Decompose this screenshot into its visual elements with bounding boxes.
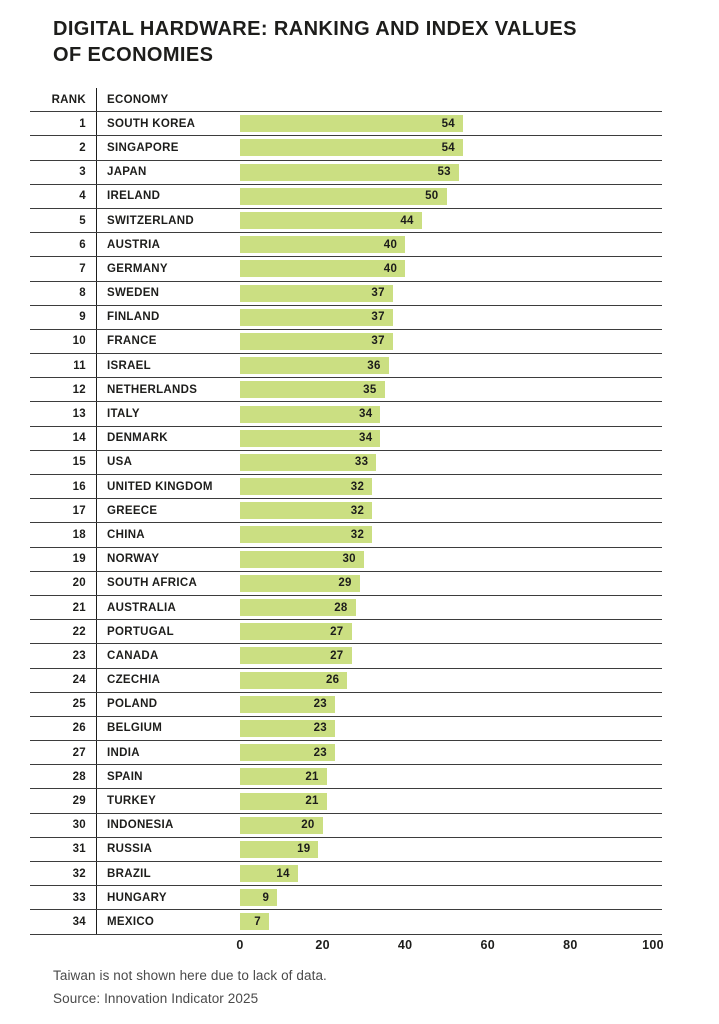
value-bar bbox=[240, 526, 372, 543]
economy-name: RUSSIA bbox=[96, 838, 240, 861]
economy-name: CZECHIA bbox=[96, 669, 240, 692]
bar-value-label: 23 bbox=[313, 722, 327, 735]
economy-name: HUNGARY bbox=[96, 886, 240, 909]
table-row bbox=[30, 233, 662, 257]
table-row bbox=[30, 717, 662, 741]
value-bar bbox=[240, 599, 356, 616]
table-row bbox=[30, 523, 662, 547]
value-bar bbox=[240, 357, 389, 374]
bar-value-label: 7 bbox=[254, 915, 261, 928]
economy-name: AUSTRIA bbox=[96, 233, 240, 256]
value-bar bbox=[240, 696, 335, 713]
bar-cell bbox=[240, 209, 653, 232]
value-bar bbox=[240, 478, 372, 495]
bar-value-label: 37 bbox=[371, 335, 385, 348]
value-bar bbox=[240, 793, 327, 810]
rank-value: 19 bbox=[72, 553, 86, 566]
table-row bbox=[30, 886, 662, 910]
economy-name: FINLAND bbox=[96, 306, 240, 329]
bar-value-label: 20 bbox=[301, 819, 315, 832]
rank-value: 11 bbox=[73, 359, 86, 372]
economy-name: FRANCE bbox=[96, 330, 240, 353]
value-bar bbox=[240, 647, 352, 664]
economy-name: NETHERLANDS bbox=[96, 378, 240, 401]
table-row bbox=[30, 354, 662, 378]
economy-name: ISRAEL bbox=[96, 354, 240, 377]
rank-value: 32 bbox=[72, 867, 86, 880]
bar-cell bbox=[240, 282, 653, 305]
table-row bbox=[30, 257, 662, 281]
rank-value: 14 bbox=[72, 432, 86, 445]
bar-value-label: 14 bbox=[276, 867, 290, 880]
bar-value-label: 34 bbox=[359, 408, 373, 421]
value-bar bbox=[240, 865, 298, 882]
economy-name: SINGAPORE bbox=[96, 136, 240, 159]
economy-name: CHINA bbox=[96, 523, 240, 546]
bar-value-label: 19 bbox=[297, 843, 311, 856]
value-bar bbox=[240, 236, 405, 253]
economy-name: CANADA bbox=[96, 644, 240, 667]
bar-value-label: 35 bbox=[363, 383, 377, 396]
economy-name: USA bbox=[96, 451, 240, 474]
bar-cell bbox=[240, 475, 653, 498]
bar-value-label: 32 bbox=[350, 528, 365, 541]
chart-title bbox=[53, 16, 577, 68]
economy-name: BELGIUM bbox=[96, 717, 240, 740]
table-row bbox=[30, 838, 662, 862]
footnote-source: Source: Innovation Indicator 2025 bbox=[53, 991, 259, 1006]
table-body bbox=[30, 112, 662, 934]
x-axis bbox=[236, 935, 664, 957]
table-row bbox=[30, 475, 662, 499]
bar-cell bbox=[240, 814, 653, 837]
value-bar bbox=[240, 575, 360, 592]
table-row bbox=[30, 282, 662, 306]
table-row bbox=[30, 572, 662, 596]
economy-name: IRELAND bbox=[96, 185, 240, 208]
bar-value-label: 9 bbox=[262, 891, 270, 904]
rank-value: 10 bbox=[72, 335, 86, 348]
bar-cell bbox=[240, 233, 653, 256]
bar-cell bbox=[240, 596, 653, 619]
footnote-taiwan: Taiwan is not shown here due to lack of data. bbox=[53, 968, 327, 983]
bar-cell bbox=[240, 693, 653, 716]
rank-value: 25 bbox=[72, 698, 86, 711]
bar-cell bbox=[240, 862, 653, 885]
bar-value-label: 53 bbox=[437, 166, 451, 179]
bar-value-label: 21 bbox=[305, 795, 319, 808]
table-row bbox=[30, 548, 662, 572]
rank-value: 13 bbox=[72, 408, 86, 421]
table-row bbox=[30, 185, 662, 209]
value-bar bbox=[240, 720, 335, 737]
rank-value: 15 bbox=[72, 456, 86, 469]
bar-cell bbox=[240, 669, 653, 692]
rank-value: 7 bbox=[79, 262, 86, 275]
bar-value-label: 54 bbox=[441, 117, 456, 130]
bar-value-label: 50 bbox=[425, 190, 439, 203]
bar-value-label: 44 bbox=[400, 214, 414, 227]
economy-name: SWEDEN bbox=[96, 282, 240, 305]
economy-name: PORTUGAL bbox=[96, 620, 240, 643]
table-row bbox=[30, 499, 662, 523]
bar-value-label: 29 bbox=[338, 577, 352, 590]
economy-name: SOUTH AFRICA bbox=[96, 572, 240, 595]
economy-name: MEXICO bbox=[96, 910, 240, 933]
bar-value-label: 32 bbox=[350, 504, 365, 517]
rank-value: 30 bbox=[72, 819, 86, 832]
rank-value: 26 bbox=[72, 722, 86, 735]
rank-value: 20 bbox=[72, 577, 86, 590]
value-bar bbox=[240, 817, 323, 834]
value-bar bbox=[240, 430, 380, 447]
table-row bbox=[30, 161, 662, 185]
bar-value-label: 34 bbox=[359, 432, 373, 445]
chart-footnotes bbox=[53, 964, 327, 1010]
table-row bbox=[30, 693, 662, 717]
table-row bbox=[30, 306, 662, 330]
rank-value: 21 bbox=[72, 601, 86, 614]
rank-value: 9 bbox=[79, 311, 86, 324]
rank-value: 17 bbox=[72, 504, 86, 517]
bar-cell bbox=[240, 548, 653, 571]
bar-value-label: 36 bbox=[367, 359, 381, 372]
bar-cell bbox=[240, 644, 653, 667]
bar-cell bbox=[240, 306, 653, 329]
value-bar bbox=[240, 744, 335, 761]
economy-name: SWITZERLAND bbox=[96, 209, 240, 232]
bar-value-label: 37 bbox=[371, 311, 385, 324]
value-bar bbox=[240, 768, 327, 785]
rank-value: 5 bbox=[79, 214, 86, 227]
bar-value-label: 37 bbox=[371, 287, 385, 300]
value-bar bbox=[240, 139, 463, 156]
rank-value: 12 bbox=[72, 383, 86, 396]
bar-value-label: 28 bbox=[334, 601, 348, 614]
bar-cell bbox=[240, 717, 653, 740]
x-axis-tick-label: 40 bbox=[397, 937, 413, 952]
rank-value: 24 bbox=[72, 674, 86, 687]
chart-title-line2: OF ECONOMIES bbox=[53, 44, 214, 66]
bar-cell bbox=[240, 427, 653, 450]
value-bar bbox=[240, 889, 277, 906]
rank-value: 31 bbox=[72, 843, 86, 856]
table-row bbox=[30, 451, 662, 475]
bar-value-label: 26 bbox=[325, 674, 340, 687]
bar-cell bbox=[240, 112, 653, 135]
bar-cell bbox=[240, 523, 653, 546]
rank-value: 1 bbox=[79, 117, 86, 130]
bar-value-label: 54 bbox=[441, 141, 456, 154]
table-row bbox=[30, 378, 662, 402]
bar-cell bbox=[240, 161, 653, 184]
bar-cell bbox=[240, 136, 653, 159]
rank-value: 2 bbox=[79, 141, 86, 154]
value-bar bbox=[240, 285, 393, 302]
x-axis-tick-label: 100 bbox=[642, 937, 664, 952]
economy-name: JAPAN bbox=[96, 161, 240, 184]
value-bar bbox=[240, 381, 385, 398]
economy-name: BRAZIL bbox=[96, 862, 240, 885]
rank-value: 18 bbox=[72, 528, 86, 541]
bar-value-label: 21 bbox=[305, 770, 319, 783]
table-row bbox=[30, 402, 662, 426]
rank-value: 27 bbox=[72, 746, 86, 759]
table-row bbox=[30, 620, 662, 644]
rank-value: 28 bbox=[72, 770, 86, 783]
value-bar bbox=[240, 115, 463, 132]
table-row bbox=[30, 765, 662, 789]
table-row bbox=[30, 330, 662, 354]
bar-value-label: 32 bbox=[350, 480, 365, 493]
rank-value: 16 bbox=[72, 480, 86, 493]
value-bar bbox=[240, 309, 393, 326]
economy-name: INDIA bbox=[96, 741, 240, 764]
bar-cell bbox=[240, 451, 653, 474]
bar-cell bbox=[240, 378, 653, 401]
value-bar bbox=[240, 260, 405, 277]
table-row bbox=[30, 427, 662, 451]
table-row bbox=[30, 112, 662, 136]
economy-name: SOUTH KOREA bbox=[96, 112, 240, 135]
value-bar bbox=[240, 406, 380, 423]
x-axis-tick-label: 80 bbox=[563, 937, 578, 952]
rank-value: 33 bbox=[72, 891, 86, 904]
bar-cell bbox=[240, 765, 653, 788]
rank-value: 23 bbox=[72, 649, 86, 662]
x-axis-tick-label: 0 bbox=[236, 937, 244, 952]
value-bar bbox=[240, 913, 269, 930]
table-row bbox=[30, 596, 662, 620]
economy-column-header: ECONOMY bbox=[96, 88, 240, 111]
table-header-row bbox=[30, 88, 662, 112]
rank-value: 34 bbox=[72, 915, 86, 928]
value-bar bbox=[240, 623, 352, 640]
bar-cell bbox=[240, 185, 653, 208]
rank-column-header: RANK bbox=[51, 93, 86, 106]
economy-name: DENMARK bbox=[96, 427, 240, 450]
bar-cell bbox=[240, 741, 653, 764]
economy-name: GREECE bbox=[96, 499, 240, 522]
x-axis-tick-label: 20 bbox=[315, 937, 330, 952]
bar-cell bbox=[240, 910, 653, 933]
rank-value: 3 bbox=[79, 166, 86, 179]
bar-value-label: 23 bbox=[313, 698, 327, 711]
rank-value: 4 bbox=[79, 190, 86, 203]
value-bar bbox=[240, 188, 447, 205]
value-bar bbox=[240, 841, 318, 858]
table-row bbox=[30, 644, 662, 668]
bar-cell bbox=[240, 330, 653, 353]
value-bar bbox=[240, 212, 422, 229]
header-bar-spacer bbox=[240, 88, 653, 111]
value-bar bbox=[240, 551, 364, 568]
economy-name: SPAIN bbox=[96, 765, 240, 788]
bar-cell bbox=[240, 572, 653, 595]
ranking-table bbox=[30, 88, 662, 957]
bar-value-label: 27 bbox=[330, 625, 344, 638]
bar-value-label: 27 bbox=[330, 649, 344, 662]
bar-cell bbox=[240, 620, 653, 643]
bar-value-label: 30 bbox=[342, 553, 356, 566]
rank-value: 22 bbox=[72, 625, 86, 638]
economy-name: UNITED KINGDOM bbox=[96, 475, 240, 498]
table-row bbox=[30, 669, 662, 693]
value-bar bbox=[240, 454, 376, 471]
table-row bbox=[30, 814, 662, 838]
economy-name: GERMANY bbox=[96, 257, 240, 280]
table-row bbox=[30, 789, 662, 813]
bar-cell bbox=[240, 789, 653, 812]
table-row bbox=[30, 136, 662, 160]
x-axis-tick-label: 60 bbox=[480, 937, 496, 952]
bar-value-label: 40 bbox=[383, 238, 398, 251]
bar-cell bbox=[240, 354, 653, 377]
bar-value-label: 33 bbox=[354, 456, 369, 469]
bar-cell bbox=[240, 838, 653, 861]
value-bar bbox=[240, 502, 372, 519]
bar-cell bbox=[240, 402, 653, 425]
economy-name: AUSTRALIA bbox=[96, 596, 240, 619]
rank-value: 29 bbox=[72, 795, 86, 808]
economy-name: TURKEY bbox=[96, 789, 240, 812]
table-row bbox=[30, 910, 662, 934]
economy-name: ITALY bbox=[96, 402, 240, 425]
economy-name: POLAND bbox=[96, 693, 240, 716]
table-row bbox=[30, 741, 662, 765]
table-row bbox=[30, 209, 662, 233]
table-row bbox=[30, 862, 662, 886]
economy-name: INDONESIA bbox=[96, 814, 240, 837]
value-bar bbox=[240, 333, 393, 350]
economy-name: NORWAY bbox=[96, 548, 240, 571]
chart-title-line1: DIGITAL HARDWARE: RANKING AND INDEX VALUES bbox=[53, 18, 577, 40]
value-bar bbox=[240, 164, 459, 181]
bar-value-label: 40 bbox=[383, 262, 398, 275]
value-bar bbox=[240, 672, 347, 689]
bar-cell bbox=[240, 257, 653, 280]
bar-value-label: 23 bbox=[313, 746, 327, 759]
bar-cell bbox=[240, 886, 653, 909]
bar-cell bbox=[240, 499, 653, 522]
rank-value: 8 bbox=[79, 287, 86, 300]
rank-value: 6 bbox=[79, 238, 86, 251]
